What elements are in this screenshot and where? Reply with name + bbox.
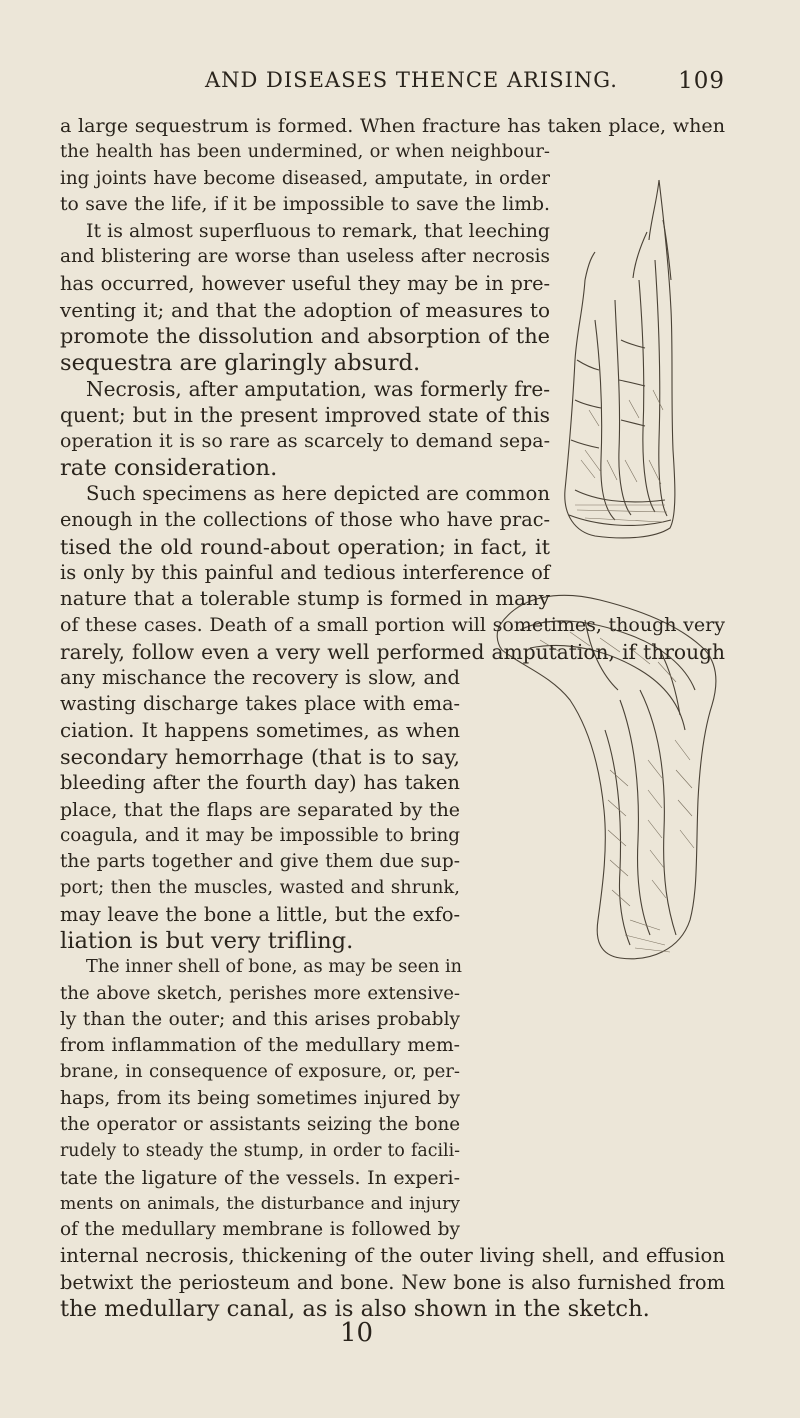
text-line: the parts together and give them due sup- [60, 851, 460, 872]
text-line: promote the dissolution and absorption of the [60, 324, 550, 348]
text-line: rudely to steady the stump, in order to facili- [60, 1141, 460, 1161]
page-number: 109 [678, 68, 725, 94]
text-line: operation it is so rare as scarcely to demand sepa- [60, 430, 550, 452]
text-line: wasting discharge takes place with ema- [60, 692, 460, 715]
text-line: tised the old round-about operation; in fact, it [60, 535, 550, 559]
text-line: may leave the bone a little, but the exfo- [60, 903, 460, 926]
text-line: has occurred, however useful they may be in pre- [60, 272, 550, 295]
signature-mark: 10 [340, 1318, 374, 1348]
text-line: place, that the flaps are separated by the [60, 799, 460, 821]
text-line: secondary hemorrhage (that is to say, [60, 745, 460, 769]
text-line: Such specimens as here depicted are common [86, 482, 550, 505]
text-line: and blistering are worse than useless after necrosis [60, 246, 550, 267]
text-line: of the medullary membrane is followed by [60, 1219, 460, 1240]
text-line: brane, in consequence of exposure, or, per- [60, 1061, 460, 1082]
text-line: the health has been undermined, or when neighbour- [60, 141, 550, 162]
text-line: rarely, follow even a very well performed amputation, if through [60, 640, 725, 664]
text-line: port; then the muscles, wasted and shrunk, [60, 877, 460, 898]
text-line: venting it; and that the adoption of measures to [60, 298, 550, 322]
text-line: rate consideration. [60, 455, 278, 481]
text-line: ing joints have become diseased, amputate, in order [60, 168, 550, 189]
text-line: to save the life, if it be impossible to save the limb. [60, 194, 550, 215]
running-title: AND DISEASES THENCE ARISING. [205, 68, 618, 92]
text-line: ciation. It happens sometimes, as when [60, 719, 460, 742]
text-line: from inflammation of the medullary mem- [60, 1035, 460, 1056]
text-line: any mischance the recovery is slow, and [60, 666, 460, 689]
text-line: the operator or assistants seizing the bone [60, 1114, 460, 1135]
text-line: quent; but in the present improved state of this [60, 403, 550, 427]
text-line: nature that a tolerable stump is formed in many [60, 587, 550, 610]
text-line: betwixt the periosteum and bone. New bone is also furnished from [60, 1271, 725, 1294]
bone-stump-illustration-top [555, 160, 680, 545]
text-line: internal necrosis, thickening of the outer living shell, and effusion [60, 1244, 725, 1267]
text-line: It is almost superfluous to remark, that leeching [86, 220, 550, 242]
text-line: ments on animals, the disturbance and injury [60, 1194, 460, 1214]
text-line: the above sketch, perishes more extensive- [60, 983, 460, 1004]
text-line: a large sequestrum is formed. When fracture has taken place, when [60, 115, 725, 137]
text-line: is only by this painful and tedious interference of [60, 561, 550, 584]
text-line: ly than the outer; and this arises probably [60, 1009, 460, 1030]
text-line: tate the ligature of the vessels. In experi- [60, 1167, 460, 1189]
text-line: Necrosis, after amputation, was formerly fre- [86, 377, 550, 401]
text-line: bleeding after the fourth day) has taken [60, 771, 460, 794]
text-line: The inner shell of bone, as may be seen in [86, 957, 463, 977]
text-line: liation is but very trifling. [60, 928, 354, 954]
text-line: enough in the collections of those who have prac- [60, 508, 550, 531]
text-line: sequestra are glaringly absurd. [60, 350, 421, 376]
text-line: haps, from its being sometimes injured by [60, 1088, 460, 1109]
text-line: the medullary canal, as is also shown in the sketch. [60, 1296, 650, 1322]
text-line: of these cases. Death of a small portion will sometimes, though very [60, 614, 725, 636]
text-line: coagula, and it may be impossible to bring [60, 825, 460, 846]
